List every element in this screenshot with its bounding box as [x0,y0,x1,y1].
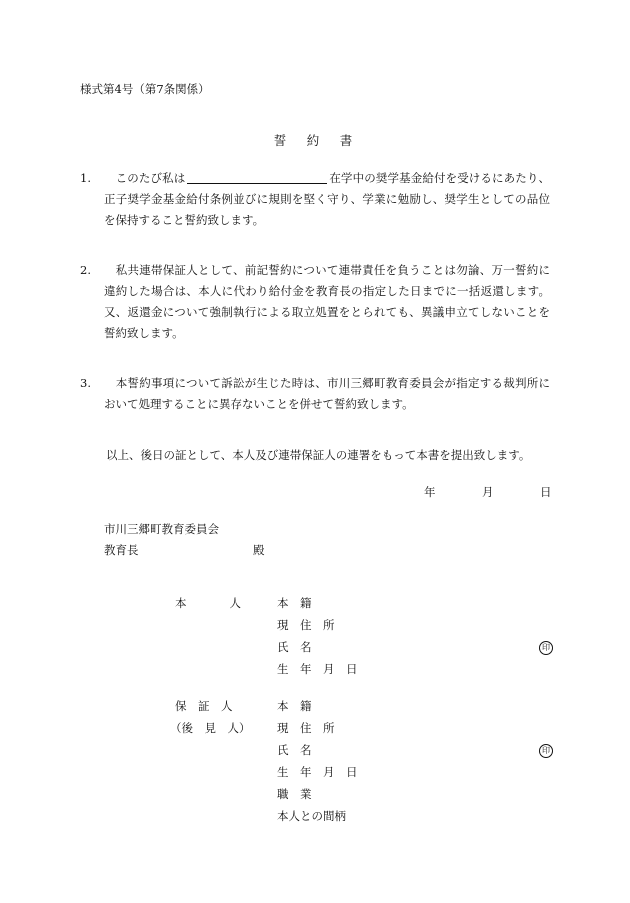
guarantor-sublabel: （後 見 人） [170,721,251,735]
clause-2 [80,260,550,344]
clause-number: 3. [80,376,91,390]
seal-mark-icon: 印 [539,744,553,758]
addressee-title: 教育長 [104,543,139,557]
document-title: 誓 約 書 [273,133,357,148]
field-birthdate: 生 年 月 日 [277,662,358,676]
clause-3 [80,373,550,415]
clause-text: 本誓約事項について訴訟が生じた時は、市川三郷町教育委員会が指定する裁判所において処理することに異存ないことを併せて誓約致します。 [104,376,550,411]
clause-text-continued: 在学中の奨学基金給付を受けるにあたり、正子奨学金基金給付条例並びに規則を堅く守り、学業に勉励し、奨学生としての品位を保持すること誓約致します。 [104,171,551,227]
field-birthdate: 生 年 月 日 [277,765,358,779]
clause-number: 1. [80,171,91,185]
applicant-label: 本 人 [175,596,241,610]
addressee-honorific: 殿 [253,543,265,557]
field-relationship: 本人との間柄 [277,809,346,823]
field-name: 氏 名 [277,640,312,654]
clause-number: 2. [80,263,91,277]
field-address: 現 住 所 [277,721,335,735]
date-day: 日 [540,485,552,499]
field-address: 現 住 所 [277,618,335,632]
field-occupation: 職 業 [277,787,312,801]
closing-statement: 以上、後日の証として、本人及び連帯保証人の連署をもって本書を提出致します。 [106,448,531,462]
field-honseki: 本 籍 [277,596,312,610]
seal-mark-icon: 印 [539,641,553,655]
clause-text: このたび私は [115,171,186,185]
guarantor-label: 保 証 人 [175,699,233,713]
form-number: 様式第4号（第7条関係） [80,82,210,96]
field-honseki: 本 籍 [277,699,312,713]
name-blank-line [187,183,327,184]
clause-text: 私共連帯保証人として、前記誓約について連帯責任を負うことは勿論、万一誓約に違約した場合は、本人に代わり給付金を教育長の指定した日までに一括返還します。又、返還金について強制執行による取立処置をとられても、異議申立てしないことを誓約致します。 [104,263,550,340]
clause-1 [80,168,550,231]
date-month: 月 [482,485,494,499]
addressee-organization: 市川三郷町教育委員会 [104,522,219,536]
field-name: 氏 名 [277,743,312,757]
date-year: 年 [424,485,436,499]
